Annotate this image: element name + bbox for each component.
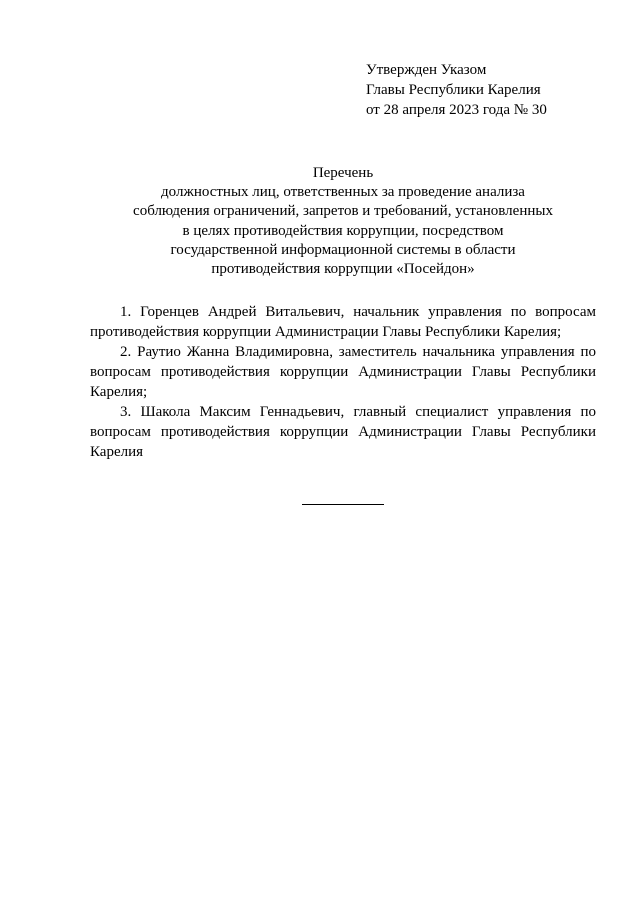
title-line-3: в целях противодействия коррупции, посредством <box>182 222 504 239</box>
title-line-5: противодействия коррупции «Посейдон» <box>211 261 475 278</box>
title-line-4: государственной информационной системы в области <box>170 241 516 258</box>
list-item-1: 1. Горенцев Андрей Витальевич, начальник управления по вопросам противодействия коррупции Администрации Главы Республики Карелия; <box>90 304 596 340</box>
list-item-3: 3. Шакола Максим Геннадьевич, главный специалист управления по вопросам противодействия коррупции Администрации Главы Республики Карелия <box>90 404 596 460</box>
end-divider <box>302 504 384 505</box>
officials-list <box>90 302 596 462</box>
approval-line-1: Утвержден Указом <box>366 62 487 78</box>
list-item-2: 2. Раутио Жанна Владимировна, заместитель начальника управления по вопросам противодействия коррупции Администрации Главы Республики Карелия; <box>90 344 596 400</box>
approval-line-3: от 28 апреля 2023 года № 30 <box>366 102 547 118</box>
document-title <box>90 164 596 279</box>
title-heading: Перечень <box>312 165 374 181</box>
approval-line-2: Главы Республики Карелия <box>366 82 541 98</box>
approval-stamp <box>366 60 626 120</box>
title-line-1: должностных лиц, ответственных за проведение анализа <box>161 184 525 201</box>
title-line-2: соблюдения ограничений, запретов и требований, установленных <box>133 203 553 220</box>
